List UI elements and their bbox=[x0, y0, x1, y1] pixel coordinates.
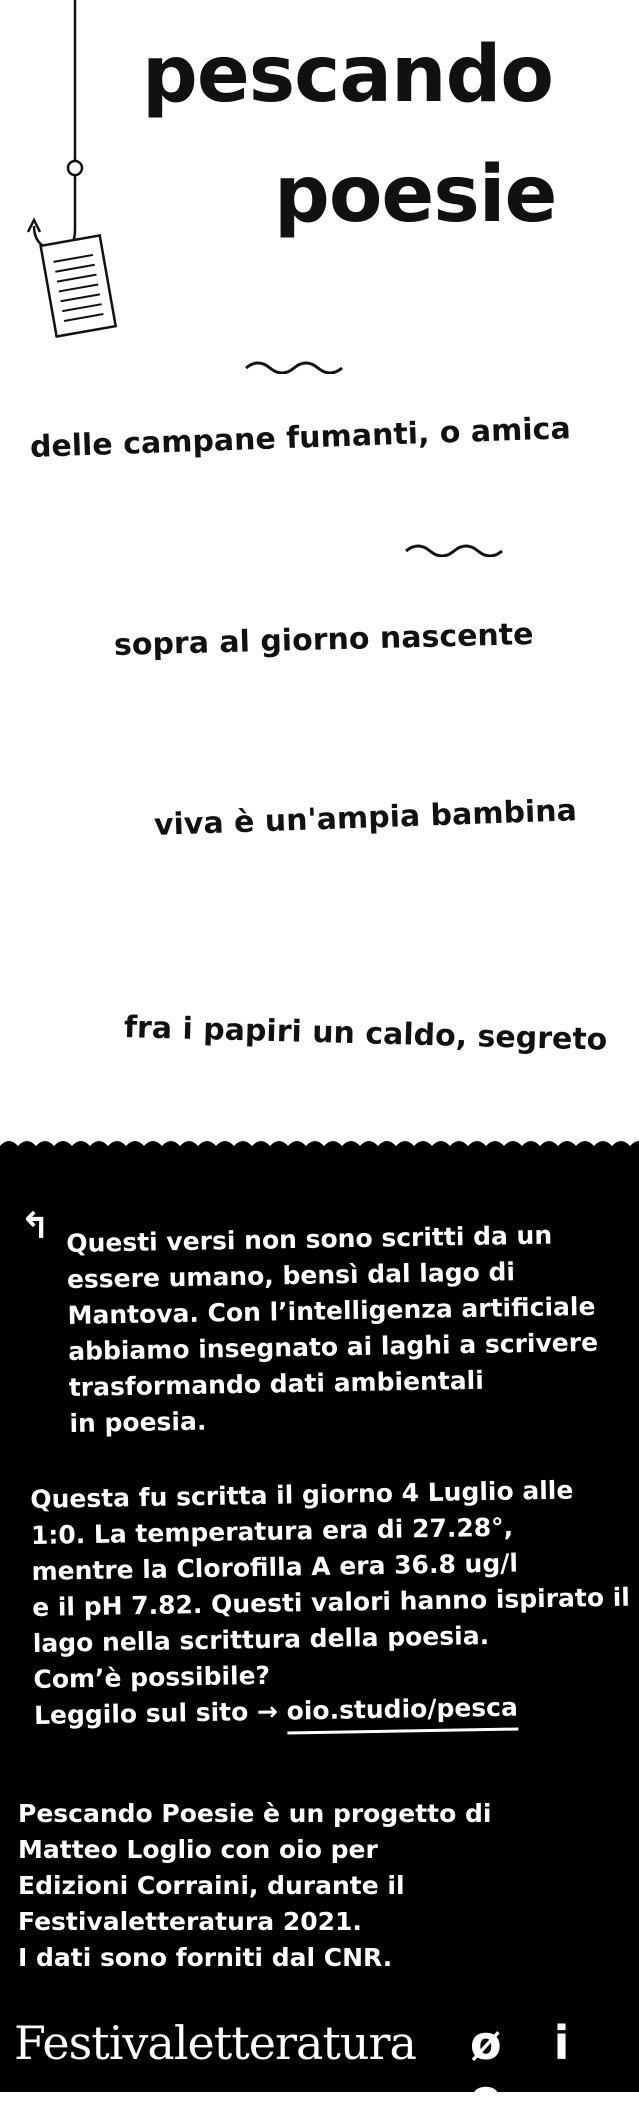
credits-line: Matteo Loglio con oio per bbox=[18, 1835, 378, 1864]
scalloped-edge bbox=[0, 1136, 639, 1152]
credits-line: Edizioni Corraini, durante il bbox=[18, 1871, 405, 1900]
page-title-line1: pescando bbox=[142, 30, 553, 120]
poem-line: viva è un'ampia bambina bbox=[153, 793, 578, 843]
site-link[interactable]: oio.studio/pesca bbox=[286, 1690, 518, 1735]
wave-divider bbox=[244, 358, 346, 374]
intro-line: essere umano, bensì dal lago di bbox=[66, 1257, 516, 1294]
oio-logo: ø i o bbox=[470, 2016, 588, 2124]
data-line: mentre la Clorofilla A era 36.8 ug/l bbox=[31, 1548, 519, 1586]
wave-divider bbox=[404, 541, 506, 557]
credits-paragraph bbox=[18, 1796, 491, 1976]
credits-line: I dati sono forniti dal CNR. bbox=[18, 1943, 393, 1972]
intro-line: Mantova. Con l’intelligenza artificiale bbox=[67, 1291, 596, 1330]
return-arrow-icon: ↰ bbox=[20, 1206, 51, 1247]
credits-line: Festivaletteratura 2021. bbox=[18, 1907, 362, 1936]
intro-line: Questi versi non sono scritti da un bbox=[66, 1220, 553, 1258]
data-line: Questa fu scritta il giorno 4 Luglio alle bbox=[30, 1475, 574, 1514]
data-line: lago nella scrittura della poesia. bbox=[32, 1621, 490, 1658]
credits-line: Pescando Poesie è un progetto di bbox=[18, 1799, 492, 1828]
data-line: Com’è possibile? bbox=[33, 1660, 271, 1694]
poem-line: delle campane fumanti, o amica bbox=[29, 411, 572, 465]
festivaletteratura-logo: Festivaletteratura bbox=[14, 2016, 416, 2070]
data-line: e il pH 7.82. Questi valori hanno ispirato il bbox=[31, 1582, 631, 1622]
poem-line: sopra al giorno nascente bbox=[113, 617, 534, 663]
page-title-line2: poesie bbox=[274, 150, 557, 240]
intro-line: trasformando dati ambientali bbox=[68, 1365, 485, 1402]
intro-line: abbiamo insegnato ai laghi a scrivere bbox=[67, 1327, 599, 1366]
intro-line: in poesia. bbox=[69, 1406, 207, 1438]
poem-line: fra i papiri un caldo, segreto bbox=[123, 1010, 608, 1058]
info-section bbox=[0, 1150, 639, 2124]
fishing-hook-icon bbox=[20, 0, 130, 350]
read-more-prefix: Leggilo sul sito → bbox=[33, 1696, 279, 1730]
intro-paragraph bbox=[66, 1217, 600, 1442]
data-paragraph bbox=[30, 1472, 632, 1739]
data-line: 1:0. La temperatura era di 27.28°, bbox=[30, 1512, 514, 1550]
